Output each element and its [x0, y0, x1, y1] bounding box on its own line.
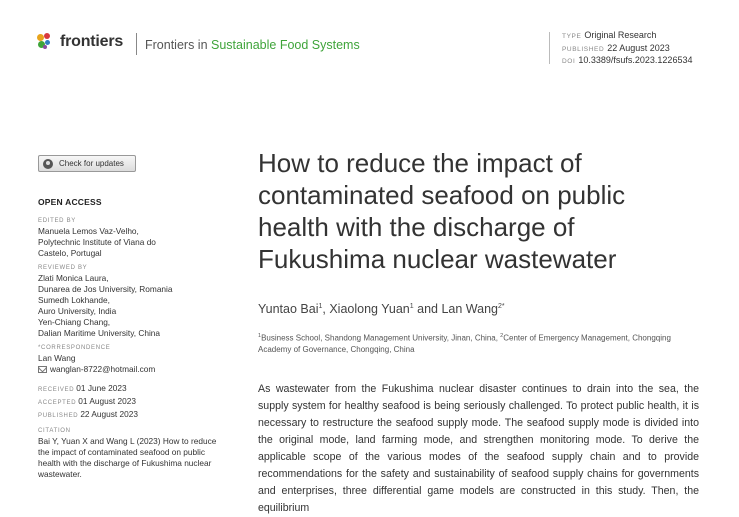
- check-for-updates-label: Check for updates: [59, 159, 124, 168]
- reviewer-line: Sumedh Lokhande,: [38, 295, 110, 305]
- citation-label: CITATION: [38, 428, 71, 434]
- article-title: How to reduce the impact of contaminated seafood on public health with the discharge of Fukushima nuclear wastewater: [258, 148, 626, 274]
- reviewer-line: Yen-Chiang Chang,: [38, 317, 111, 327]
- journal-prefix: Frontiers in: [145, 38, 208, 52]
- author-name[interactable]: Lan Wang: [441, 302, 498, 316]
- author-name[interactable]: Xiaolong Yuan: [329, 302, 410, 316]
- journal-name[interactable]: [145, 38, 360, 52]
- reviewer-line: Auro University, India: [38, 306, 117, 316]
- affiliation-number: 1: [258, 333, 262, 339]
- citation-line: wastewater.: [38, 469, 82, 479]
- date-published: PUBLISHED 22 August 2023: [38, 409, 138, 419]
- editor-line: Polytechnic Institute of Viana do: [38, 237, 156, 247]
- author-list: [258, 302, 505, 316]
- author-affiliation-sup: 1: [318, 302, 323, 310]
- correspondence-label: *CORRESPONDENCE: [38, 345, 111, 351]
- editor-line: Manuela Lemos Vaz-Velho,: [38, 226, 139, 236]
- sidebar: [38, 197, 238, 480]
- meta-published: PUBLISHED 22 August 2023: [562, 42, 670, 53]
- meta-doi[interactable]: DOI 10.3389/fsufs.2023.1226534: [562, 55, 693, 65]
- citation-line: health with the discharge of Fukushima nuclear: [38, 458, 212, 468]
- reviewer-line: Dunarea de Jos University, Romania: [38, 284, 173, 294]
- author-affiliation-sup: 2*: [497, 302, 505, 310]
- frontiers-logo[interactable]: [37, 33, 123, 51]
- meta-type: TYPE Original Research: [562, 30, 657, 40]
- edited-by-label: EDITED BY: [38, 218, 76, 224]
- open-access-label: OPEN ACCESS: [38, 197, 102, 207]
- affiliation-number: 2: [500, 333, 504, 339]
- editor-line: Castelo, Portugal: [38, 248, 102, 258]
- journal-title: Sustainable Food Systems: [211, 38, 360, 52]
- correspondence-email-row[interactable]: [38, 364, 238, 375]
- article-dates: [38, 383, 238, 422]
- logo-wordmark: frontiers: [60, 33, 124, 50]
- affiliation-text: Center of Emergency Management, Chongqing Academy of Governance, Chongqing, China: [258, 333, 671, 354]
- correspondence-email[interactable]: wanglan-8722@hotmail.com: [50, 364, 156, 374]
- reviewer-line: Dalian Maritime University, China: [38, 328, 161, 338]
- author-affiliation-sup: 1: [409, 302, 414, 310]
- affiliations: [258, 331, 703, 355]
- citation-line: Bai Y, Yuan X and Wang L (2023) How to reduce: [38, 436, 217, 446]
- check-for-updates-button[interactable]: [38, 155, 136, 172]
- abstract-text: As wastewater from the Fukushima nuclear disaster continues to drain into the sea, the supply system for healthy seafood is being seriously challenged. To protect public health, it is necessary to restructure the seafood supply mode. The seafood supply mode is divided into the original mode, land farming mode, and strengthen monitoring mode. To derive the applicable scope of the various modes of the seafood supply chain and to provide recommendations for the safety and sustainability of seafood supply chains for governments and enterprises, three differential game models are constructed in this study. Then, the equilibrium: [258, 383, 699, 514]
- meta-divider: [549, 32, 550, 64]
- author-name[interactable]: Yuntao Bai: [258, 302, 319, 316]
- affiliation-text: Business School, Shandong Management University, Jinan, China,: [261, 333, 501, 343]
- article-meta: [562, 30, 692, 68]
- date-accepted: ACCEPTED 01 August 2023: [38, 396, 136, 406]
- header-divider: [136, 33, 137, 55]
- frontiers-logo-icon: [37, 33, 57, 51]
- reviewer-line: Zlati Monica Laura,: [38, 273, 109, 283]
- update-icon: [43, 159, 53, 169]
- correspondence-name: Lan Wang: [38, 353, 76, 363]
- mail-icon: [38, 366, 47, 373]
- author-separator: and: [413, 302, 442, 316]
- citation-line: the impact of contaminated seafood on public: [38, 447, 205, 457]
- author-separator: ,: [322, 302, 330, 316]
- date-received: RECEIVED 01 June 2023: [38, 383, 127, 393]
- reviewed-by-label: REVIEWED BY: [38, 265, 88, 271]
